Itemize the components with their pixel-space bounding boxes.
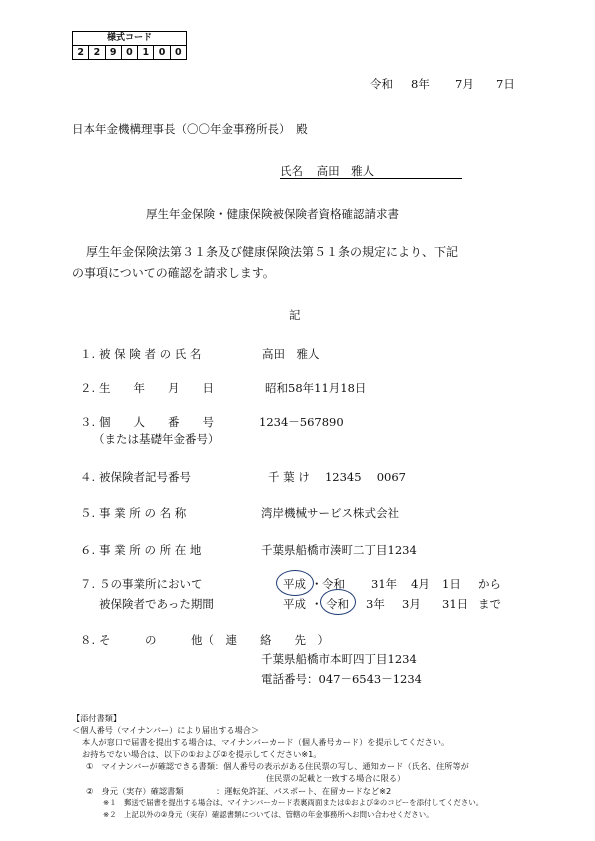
item-number: ７. (80, 577, 96, 591)
attachments-line: 本人が窓口で届書を提出する場合は、マイナンバーカード（個人番号カード）を提示してください。 (82, 737, 450, 747)
era-separator: ・ (311, 577, 323, 591)
form-code-title: 様式コード (73, 32, 186, 46)
from-day: 1日 (442, 577, 461, 591)
item-label: 被保険者記号番号 (99, 470, 191, 484)
attachments-line: 住民票の記載と一致する場合に限る） (266, 773, 406, 783)
form-code-digit: 1 (138, 46, 154, 59)
attachments-note: ※１ 郵送で届書を提出する場合は、マイナンバーカード表裏両面または①および②のコピーを添付してください。 (103, 798, 484, 807)
form-code-digit: 0 (175, 47, 182, 58)
item-number: ３. (80, 415, 96, 429)
from-suffix: から (478, 577, 501, 591)
form-code-digits (73, 46, 186, 59)
item-label: 個 人 番 号 (99, 415, 214, 429)
form-code-box (72, 31, 187, 60)
item-label: 被保険者であった期間 (99, 597, 214, 611)
insured-symbol-number-value: 千 葉 け 12345 0067 (268, 470, 406, 484)
item-number: ８. (80, 633, 96, 647)
item-number: ６. (80, 543, 96, 557)
to-suffix: まで (478, 597, 501, 611)
date-day: 7日 (496, 77, 515, 91)
document-title: 厚生年金保険・健康保険被保険者資格確認請求書 (146, 207, 399, 221)
contact-phone-value: 電話番号：047－6543－1234 (261, 672, 422, 686)
era-reiwa-option: 令和 (326, 597, 349, 611)
selected-era-circle (320, 589, 356, 615)
to-day: 31日 (442, 597, 469, 611)
form-code-digit: 2 (73, 46, 89, 59)
item-label: ５の事業所において (99, 577, 203, 591)
applicant-label: 氏名 (280, 164, 303, 178)
date-era: 令和 (370, 77, 393, 91)
ki-marker: 記 (289, 308, 301, 322)
personal-number-value: 1234－567890 (259, 415, 344, 429)
to-year: 3年 (366, 597, 385, 611)
item-number: １. (80, 347, 96, 361)
birthdate-value: 昭和58年11月18日 (265, 381, 367, 395)
body-text-line2: の事項についての確認を請求します。 (72, 266, 275, 280)
from-month: 4月 (411, 577, 430, 591)
item-label: 事 業 所 の 名 称 (99, 506, 187, 520)
era-reiwa-option: 令和 (322, 577, 345, 591)
addressee: 日本年金機構理事長（〇〇年金事務所長） 殿 (72, 122, 308, 136)
form-code-digit: 9 (106, 46, 122, 59)
attachments-line: ① マイナンバーが確認できる書類：個人番号の表示がある住民票の写し、通知カード（氏名、住所等が (86, 761, 469, 771)
item-label: 被 保 険 者 の 氏 名 (99, 347, 202, 361)
body-text-line1: 厚生年金保険法第３１条及び健康保険法第５１条の規定により、下記 (86, 245, 459, 259)
date-month: 7月 (455, 77, 474, 91)
office-name-value: 湾岸機械サービス株式会社 (261, 506, 399, 520)
attachments-note: ※２ 上記以外の②身元（実存）確認書類については、管轄の年金事務所へお問い合わせください。 (103, 810, 434, 819)
to-month: 3月 (402, 597, 421, 611)
era-heisei-option: 平成 (283, 597, 306, 611)
office-address-value: 千葉県船橋市湊町二丁目1234 (261, 543, 417, 557)
item-label: そ の 他（ 連 絡 先 ） (99, 633, 329, 647)
item-number: ４. (80, 470, 96, 484)
item-sublabel: （または基礎年金番号） (93, 432, 220, 446)
contact-address-value: 千葉県船橋市本町四丁目1234 (261, 652, 417, 666)
item-number: ５. (80, 506, 96, 520)
attachments-line: お持ちでない場合は、以下の①および②を提示してください※1。 (82, 749, 322, 759)
era-heisei-option: 平成 (283, 577, 306, 591)
selected-era-circle (276, 570, 314, 596)
applicant-line (280, 163, 462, 179)
item-number: ２. (80, 381, 96, 395)
date-year: 8年 (411, 77, 430, 91)
era-separator: ・ (311, 597, 323, 611)
form-code-digit: 0 (154, 46, 170, 59)
attachments-line: ＜個人番号（マイナンバー）により届出する場合＞ (72, 725, 260, 735)
from-year: 31年 (371, 577, 398, 591)
attachments-line: ② 身元（実存）確認書類 ：運転免許証、パスポート、在留カードなど※2 (86, 786, 392, 796)
item-label: 事 業 所 の 所 在 地 (99, 543, 202, 557)
attachments-heading: 【添付書類】 (72, 713, 122, 723)
item-label: 生 年 月 日 (99, 381, 214, 395)
form-code-digit: 2 (89, 46, 105, 59)
applicant-name: 高田 雅人 (316, 164, 375, 178)
insured-name-value: 高田 雅人 (262, 347, 320, 361)
form-code-digit: 0 (122, 46, 138, 59)
